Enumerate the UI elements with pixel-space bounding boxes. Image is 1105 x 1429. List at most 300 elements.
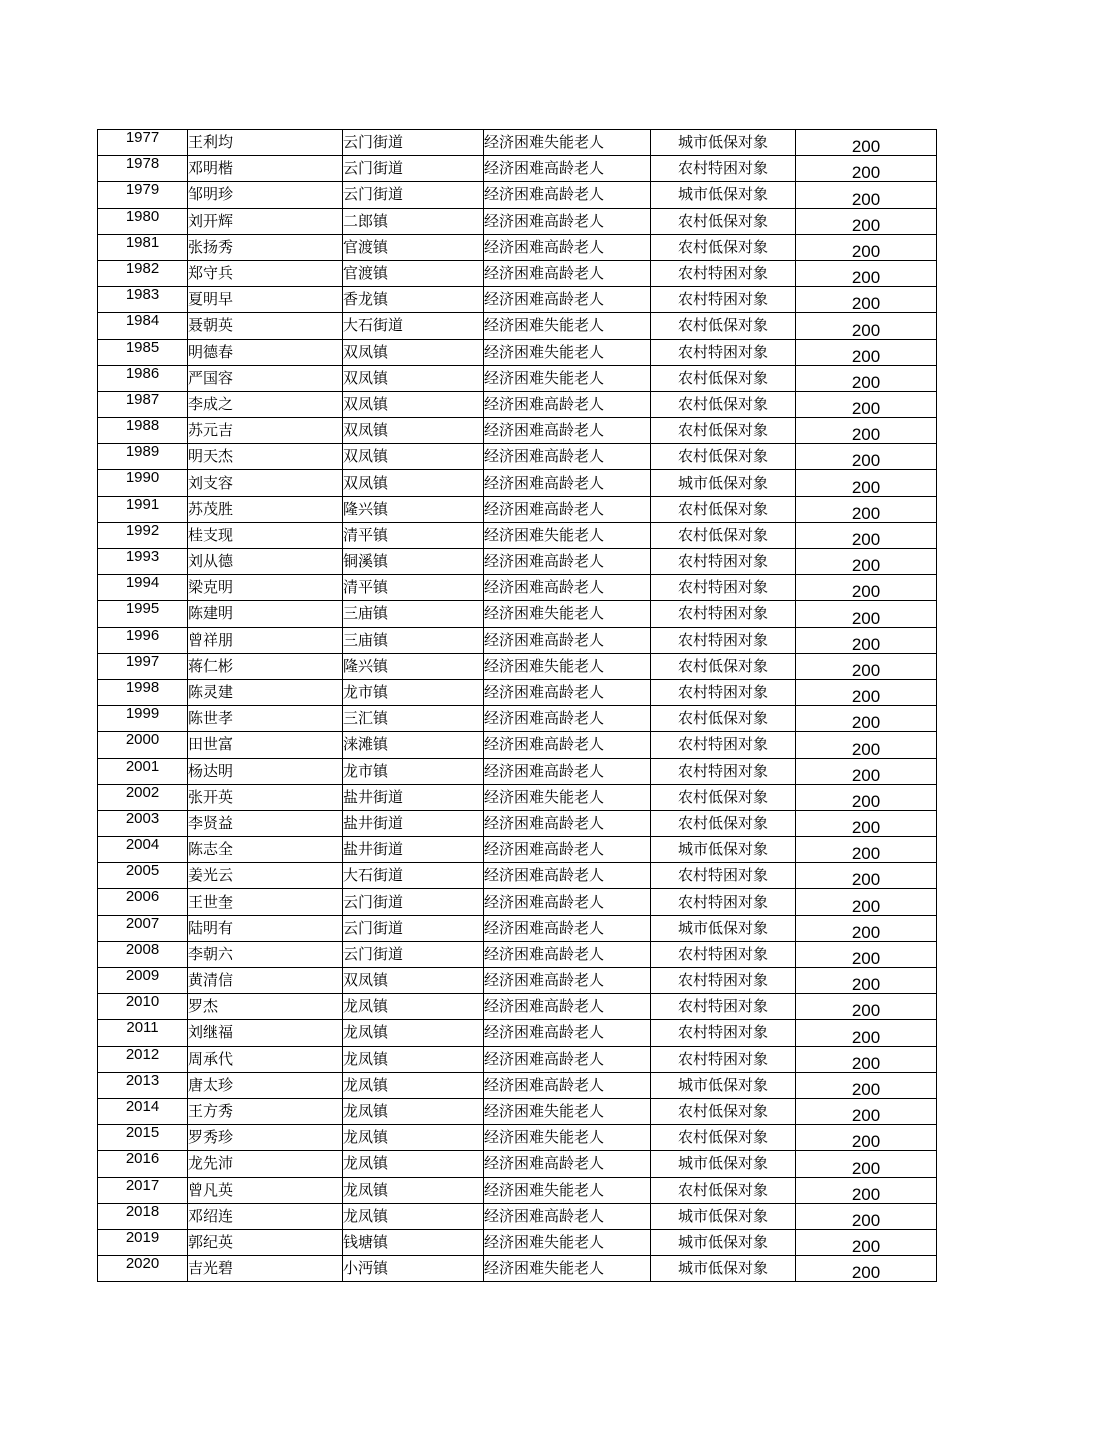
person-name: 郭纪英 [188, 1229, 343, 1255]
subsidy-amount: 200 [796, 915, 937, 941]
person-name: 郑守兵 [188, 260, 343, 286]
table-row [98, 758, 937, 784]
aid-category: 农村低保对象 [651, 208, 796, 234]
row-number: 1986 [98, 365, 188, 391]
aid-category: 农村低保对象 [651, 234, 796, 260]
town-name: 盐井街道 [343, 810, 484, 836]
subsidy-amount: 200 [796, 889, 937, 915]
row-number: 1978 [98, 156, 188, 182]
person-name: 曾凡英 [188, 1177, 343, 1203]
elder-type: 经济困难高龄老人 [484, 575, 651, 601]
town-name: 云门街道 [343, 130, 484, 156]
subsidy-amount: 200 [796, 470, 937, 496]
table-row [98, 1046, 937, 1072]
subsidy-amount: 200 [796, 1098, 937, 1124]
table-row [98, 260, 937, 286]
elder-type: 经济困难失能老人 [484, 522, 651, 548]
aid-category: 农村特困对象 [651, 549, 796, 575]
row-number: 2013 [98, 1072, 188, 1098]
elder-type: 经济困难高龄老人 [484, 470, 651, 496]
subsidy-amount: 200 [796, 182, 937, 208]
subsidy-amount: 200 [796, 575, 937, 601]
row-number: 1988 [98, 418, 188, 444]
elder-type: 经济困难高龄老人 [484, 208, 651, 234]
elder-type: 经济困难失能老人 [484, 1125, 651, 1151]
person-name: 杨达明 [188, 758, 343, 784]
person-name: 陈志全 [188, 837, 343, 863]
town-name: 龙凤镇 [343, 994, 484, 1020]
row-number: 1996 [98, 627, 188, 653]
aid-category: 农村特困对象 [651, 287, 796, 313]
aid-category: 农村特困对象 [651, 156, 796, 182]
aid-category: 城市低保对象 [651, 837, 796, 863]
elder-type: 经济困难高龄老人 [484, 156, 651, 182]
person-name: 周承代 [188, 1046, 343, 1072]
table-row [98, 522, 937, 548]
person-name: 陈世孝 [188, 706, 343, 732]
elder-type: 经济困难失能老人 [484, 653, 651, 679]
person-name: 罗秀珍 [188, 1125, 343, 1151]
table-row [98, 1177, 937, 1203]
aid-category: 农村特困对象 [651, 1046, 796, 1072]
town-name: 龙市镇 [343, 679, 484, 705]
subsidy-amount: 200 [796, 1046, 937, 1072]
table-row [98, 470, 937, 496]
town-name: 盐井街道 [343, 784, 484, 810]
elder-type: 经济困难高龄老人 [484, 496, 651, 522]
table-row [98, 627, 937, 653]
row-number: 1981 [98, 234, 188, 260]
row-number: 1998 [98, 679, 188, 705]
aid-category: 农村低保对象 [651, 313, 796, 339]
subsidy-amount: 200 [796, 1256, 937, 1282]
table-row [98, 863, 937, 889]
elder-type: 经济困难失能老人 [484, 601, 651, 627]
aid-category: 农村低保对象 [651, 784, 796, 810]
elder-type: 经济困难高龄老人 [484, 758, 651, 784]
subsidy-amount: 200 [796, 732, 937, 758]
subsidy-amount: 200 [796, 1229, 937, 1255]
elder-type: 经济困难高龄老人 [484, 627, 651, 653]
aid-category: 农村低保对象 [651, 418, 796, 444]
aid-category: 农村低保对象 [651, 706, 796, 732]
town-name: 三庙镇 [343, 601, 484, 627]
row-number: 1979 [98, 182, 188, 208]
person-name: 邓绍连 [188, 1203, 343, 1229]
row-number: 2020 [98, 1256, 188, 1282]
person-name: 苏元吉 [188, 418, 343, 444]
town-name: 清平镇 [343, 575, 484, 601]
elder-type: 经济困难高龄老人 [484, 182, 651, 208]
town-name: 三庙镇 [343, 627, 484, 653]
person-name: 王方秀 [188, 1098, 343, 1124]
aid-category: 农村特困对象 [651, 627, 796, 653]
subsidy-amount: 200 [796, 1151, 937, 1177]
subsidy-amount: 200 [796, 968, 937, 994]
aid-category: 农村特困对象 [651, 1020, 796, 1046]
elder-type: 经济困难高龄老人 [484, 941, 651, 967]
aid-category: 农村特困对象 [651, 889, 796, 915]
town-name: 龙凤镇 [343, 1125, 484, 1151]
table-row [98, 994, 937, 1020]
town-name: 双凤镇 [343, 444, 484, 470]
elder-type: 经济困难高龄老人 [484, 1020, 651, 1046]
row-number: 2000 [98, 732, 188, 758]
town-name: 龙凤镇 [343, 1046, 484, 1072]
subsidy-amount: 200 [796, 653, 937, 679]
table-row [98, 810, 937, 836]
elder-type: 经济困难高龄老人 [484, 889, 651, 915]
row-number: 2005 [98, 863, 188, 889]
aid-category: 农村特困对象 [651, 339, 796, 365]
table-row [98, 732, 937, 758]
town-name: 云门街道 [343, 182, 484, 208]
elder-type: 经济困难高龄老人 [484, 837, 651, 863]
table-row [98, 549, 937, 575]
row-number: 2004 [98, 837, 188, 863]
row-number: 2001 [98, 758, 188, 784]
elder-type: 经济困难失能老人 [484, 130, 651, 156]
elder-type: 经济困难高龄老人 [484, 810, 651, 836]
table-row [98, 601, 937, 627]
table-row [98, 130, 937, 156]
elder-type: 经济困难失能老人 [484, 1256, 651, 1282]
row-number: 1994 [98, 575, 188, 601]
aid-category: 农村低保对象 [651, 496, 796, 522]
subsidy-amount: 200 [796, 1020, 937, 1046]
subsidy-amount: 200 [796, 522, 937, 548]
row-number: 2014 [98, 1098, 188, 1124]
aid-category: 农村特困对象 [651, 968, 796, 994]
town-name: 云门街道 [343, 889, 484, 915]
table-row [98, 339, 937, 365]
subsidy-amount: 200 [796, 706, 937, 732]
row-number: 1980 [98, 208, 188, 234]
person-name: 曾祥朋 [188, 627, 343, 653]
subsidy-amount: 200 [796, 1203, 937, 1229]
person-name: 刘从德 [188, 549, 343, 575]
subsidy-amount: 200 [796, 444, 937, 470]
person-name: 梁克明 [188, 575, 343, 601]
aid-category: 农村低保对象 [651, 444, 796, 470]
table-row [98, 1072, 937, 1098]
person-name: 姜光云 [188, 863, 343, 889]
subsidy-amount: 200 [796, 863, 937, 889]
row-number: 2019 [98, 1229, 188, 1255]
aid-category: 农村低保对象 [651, 391, 796, 417]
town-name: 云门街道 [343, 915, 484, 941]
aid-category: 农村特困对象 [651, 679, 796, 705]
table-row [98, 444, 937, 470]
town-name: 大石街道 [343, 863, 484, 889]
subsidy-amount: 200 [796, 313, 937, 339]
table-row [98, 784, 937, 810]
table-row [98, 496, 937, 522]
elder-type: 经济困难高龄老人 [484, 444, 651, 470]
elder-type: 经济困难高龄老人 [484, 234, 651, 260]
row-number: 2006 [98, 889, 188, 915]
row-number: 1987 [98, 391, 188, 417]
table-row [98, 679, 937, 705]
town-name: 隆兴镇 [343, 653, 484, 679]
row-number: 1985 [98, 339, 188, 365]
person-name: 王利均 [188, 130, 343, 156]
aid-category: 城市低保对象 [651, 1151, 796, 1177]
table-row [98, 1098, 937, 1124]
aid-category: 农村低保对象 [651, 810, 796, 836]
elder-type: 经济困难失能老人 [484, 1229, 651, 1255]
elder-type: 经济困难失能老人 [484, 1177, 651, 1203]
town-name: 铜溪镇 [343, 549, 484, 575]
town-name: 小沔镇 [343, 1256, 484, 1282]
town-name: 盐井街道 [343, 837, 484, 863]
town-name: 龙凤镇 [343, 1072, 484, 1098]
row-number: 1984 [98, 313, 188, 339]
aid-category: 农村特困对象 [651, 994, 796, 1020]
subsidy-amount: 200 [796, 260, 937, 286]
subsidy-amount: 200 [796, 837, 937, 863]
person-name: 唐太珍 [188, 1072, 343, 1098]
subsidy-amount: 200 [796, 627, 937, 653]
subsidy-amount: 200 [796, 208, 937, 234]
person-name: 陆明有 [188, 915, 343, 941]
person-name: 罗杰 [188, 994, 343, 1020]
subsidy-amount: 200 [796, 339, 937, 365]
row-number: 2007 [98, 915, 188, 941]
elder-type: 经济困难失能老人 [484, 365, 651, 391]
subsidy-amount: 200 [796, 994, 937, 1020]
person-name: 聂朝英 [188, 313, 343, 339]
subsidy-table [97, 129, 937, 1282]
town-name: 双凤镇 [343, 418, 484, 444]
subsidy-amount: 200 [796, 418, 937, 444]
aid-category: 农村低保对象 [651, 365, 796, 391]
person-name: 陈建明 [188, 601, 343, 627]
table-row [98, 1020, 937, 1046]
town-name: 清平镇 [343, 522, 484, 548]
aid-category: 城市低保对象 [651, 182, 796, 208]
town-name: 双凤镇 [343, 470, 484, 496]
row-number: 2009 [98, 968, 188, 994]
aid-category: 农村特困对象 [651, 575, 796, 601]
person-name: 王世奎 [188, 889, 343, 915]
subsidy-amount: 200 [796, 941, 937, 967]
town-name: 大石街道 [343, 313, 484, 339]
row-number: 1999 [98, 706, 188, 732]
elder-type: 经济困难高龄老人 [484, 732, 651, 758]
subsidy-amount: 200 [796, 391, 937, 417]
person-name: 吉光碧 [188, 1256, 343, 1282]
aid-category: 城市低保对象 [651, 1229, 796, 1255]
subsidy-amount: 200 [796, 758, 937, 784]
row-number: 2015 [98, 1125, 188, 1151]
town-name: 钱塘镇 [343, 1229, 484, 1255]
subsidy-amount: 200 [796, 287, 937, 313]
table-row [98, 1151, 937, 1177]
aid-category: 农村低保对象 [651, 1177, 796, 1203]
subsidy-amount: 200 [796, 130, 937, 156]
town-name: 二郎镇 [343, 208, 484, 234]
elder-type: 经济困难高龄老人 [484, 1046, 651, 1072]
row-number: 2016 [98, 1151, 188, 1177]
town-name: 云门街道 [343, 156, 484, 182]
town-name: 隆兴镇 [343, 496, 484, 522]
person-name: 邹明珍 [188, 182, 343, 208]
person-name: 刘支容 [188, 470, 343, 496]
aid-category: 农村低保对象 [651, 1098, 796, 1124]
town-name: 双凤镇 [343, 339, 484, 365]
elder-type: 经济困难高龄老人 [484, 706, 651, 732]
town-name: 双凤镇 [343, 365, 484, 391]
aid-category: 城市低保对象 [651, 130, 796, 156]
subsidy-amount: 200 [796, 549, 937, 575]
aid-category: 农村特困对象 [651, 863, 796, 889]
town-name: 龙凤镇 [343, 1203, 484, 1229]
table-row [98, 391, 937, 417]
subsidy-amount: 200 [796, 784, 937, 810]
person-name: 张开英 [188, 784, 343, 810]
town-name: 龙凤镇 [343, 1020, 484, 1046]
table-row [98, 1229, 937, 1255]
elder-type: 经济困难高龄老人 [484, 968, 651, 994]
subsidy-amount: 200 [796, 234, 937, 260]
aid-category: 农村低保对象 [651, 653, 796, 679]
town-name: 官渡镇 [343, 234, 484, 260]
town-name: 双凤镇 [343, 391, 484, 417]
aid-category: 城市低保对象 [651, 1256, 796, 1282]
table-row [98, 182, 937, 208]
subsidy-amount: 200 [796, 365, 937, 391]
table-row [98, 575, 937, 601]
subsidy-amount: 200 [796, 1177, 937, 1203]
person-name: 田世富 [188, 732, 343, 758]
row-number: 1982 [98, 260, 188, 286]
table-row [98, 1125, 937, 1151]
person-name: 蒋仁彬 [188, 653, 343, 679]
elder-type: 经济困难失能老人 [484, 339, 651, 365]
row-number: 2008 [98, 941, 188, 967]
person-name: 李朝六 [188, 941, 343, 967]
elder-type: 经济困难失能老人 [484, 784, 651, 810]
aid-category: 农村特困对象 [651, 941, 796, 967]
person-name: 桂支现 [188, 522, 343, 548]
table-row [98, 941, 937, 967]
row-number: 1993 [98, 549, 188, 575]
aid-category: 农村低保对象 [651, 522, 796, 548]
elder-type: 经济困难失能老人 [484, 1098, 651, 1124]
person-name: 张扬秀 [188, 234, 343, 260]
person-name: 李成之 [188, 391, 343, 417]
table-row [98, 837, 937, 863]
aid-category: 农村特困对象 [651, 758, 796, 784]
row-number: 2011 [98, 1020, 188, 1046]
town-name: 龙凤镇 [343, 1151, 484, 1177]
person-name: 陈灵建 [188, 679, 343, 705]
table-row [98, 313, 937, 339]
subsidy-amount: 200 [796, 679, 937, 705]
subsidy-amount: 200 [796, 496, 937, 522]
row-number: 2002 [98, 784, 188, 810]
elder-type: 经济困难高龄老人 [484, 549, 651, 575]
subsidy-amount: 200 [796, 1125, 937, 1151]
elder-type: 经济困难高龄老人 [484, 994, 651, 1020]
person-name: 明天杰 [188, 444, 343, 470]
person-name: 明德春 [188, 339, 343, 365]
aid-category: 城市低保对象 [651, 915, 796, 941]
person-name: 邓明楷 [188, 156, 343, 182]
elder-type: 经济困难高龄老人 [484, 1151, 651, 1177]
table-body [98, 130, 937, 1282]
table-row [98, 418, 937, 444]
row-number: 1989 [98, 444, 188, 470]
person-name: 刘开辉 [188, 208, 343, 234]
elder-type: 经济困难高龄老人 [484, 287, 651, 313]
elder-type: 经济困难高龄老人 [484, 1072, 651, 1098]
table-row [98, 234, 937, 260]
table-row [98, 1256, 937, 1282]
town-name: 双凤镇 [343, 968, 484, 994]
aid-category: 农村特困对象 [651, 601, 796, 627]
elder-type: 经济困难高龄老人 [484, 260, 651, 286]
elder-type: 经济困难失能老人 [484, 313, 651, 339]
table-row [98, 1203, 937, 1229]
elder-type: 经济困难高龄老人 [484, 1203, 651, 1229]
town-name: 云门街道 [343, 941, 484, 967]
elder-type: 经济困难高龄老人 [484, 418, 651, 444]
table-row [98, 156, 937, 182]
table-row [98, 287, 937, 313]
town-name: 涞滩镇 [343, 732, 484, 758]
row-number: 1995 [98, 601, 188, 627]
subsidy-amount: 200 [796, 810, 937, 836]
table-row [98, 968, 937, 994]
town-name: 龙凤镇 [343, 1177, 484, 1203]
person-name: 严国容 [188, 365, 343, 391]
aid-category: 农村特困对象 [651, 732, 796, 758]
town-name: 龙凤镇 [343, 1098, 484, 1124]
row-number: 2003 [98, 810, 188, 836]
person-name: 龙先沛 [188, 1151, 343, 1177]
subsidy-amount: 200 [796, 601, 937, 627]
table-row [98, 208, 937, 234]
row-number: 1977 [98, 130, 188, 156]
table-row [98, 365, 937, 391]
row-number: 1991 [98, 496, 188, 522]
elder-type: 经济困难高龄老人 [484, 391, 651, 417]
table-row [98, 706, 937, 732]
person-name: 夏明早 [188, 287, 343, 313]
aid-category: 农村低保对象 [651, 1125, 796, 1151]
person-name: 刘继福 [188, 1020, 343, 1046]
aid-category: 城市低保对象 [651, 1203, 796, 1229]
table-row [98, 915, 937, 941]
row-number: 1983 [98, 287, 188, 313]
aid-category: 城市低保对象 [651, 470, 796, 496]
row-number: 1990 [98, 470, 188, 496]
row-number: 2010 [98, 994, 188, 1020]
aid-category: 城市低保对象 [651, 1072, 796, 1098]
town-name: 三汇镇 [343, 706, 484, 732]
town-name: 官渡镇 [343, 260, 484, 286]
subsidy-amount: 200 [796, 1072, 937, 1098]
elder-type: 经济困难高龄老人 [484, 863, 651, 889]
row-number: 2018 [98, 1203, 188, 1229]
elder-type: 经济困难高龄老人 [484, 679, 651, 705]
aid-category: 农村特困对象 [651, 260, 796, 286]
row-number: 1992 [98, 522, 188, 548]
person-name: 李贤益 [188, 810, 343, 836]
row-number: 2012 [98, 1046, 188, 1072]
